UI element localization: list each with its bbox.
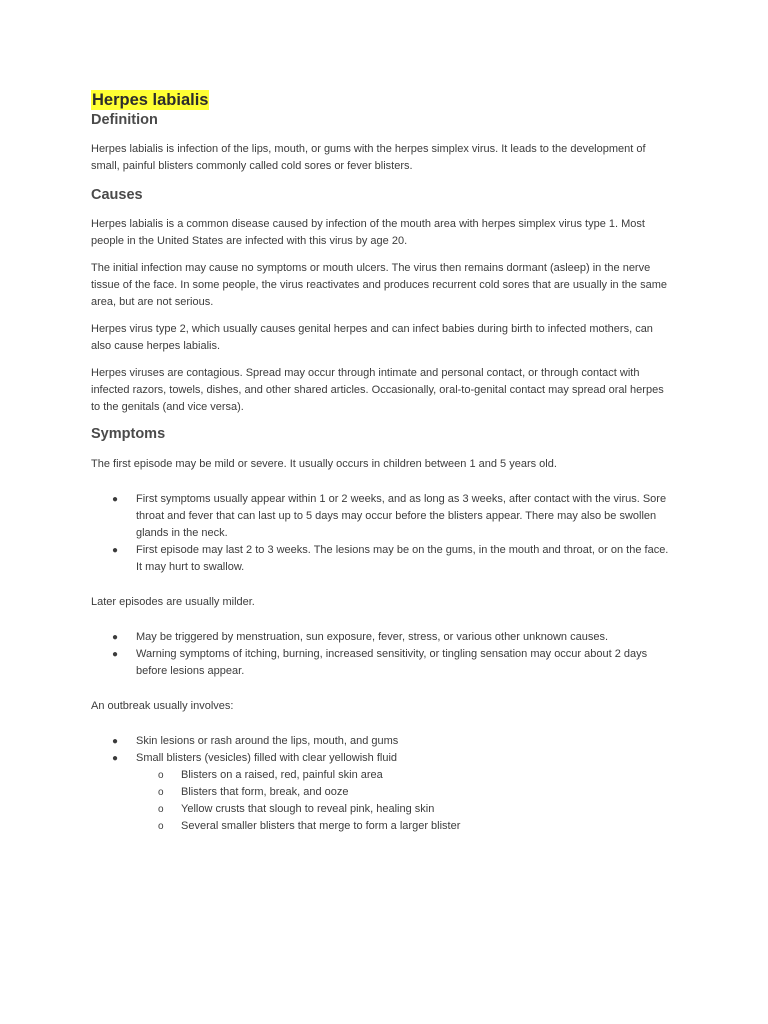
heading-causes: Causes xyxy=(91,187,143,203)
causes-paragraph-3: Herpes virus type 2, which usually causes genital herpes and can infect babies during birth to infected mothers, can also cause herpes labialis. xyxy=(91,323,653,352)
sub-list-item xyxy=(136,801,672,818)
outbreak-text: An outbreak usually involves: xyxy=(91,700,234,712)
list-item-text: First episode may last 2 to 3 weeks. The lesions may be on the gums, in the mouth and throat, or on the face. It may hurt to swallow. xyxy=(136,544,669,573)
list-item xyxy=(91,491,672,542)
bullet-icon: ● xyxy=(112,753,119,764)
bullet-icon: ● xyxy=(112,736,119,747)
sub-list-item-text: Blisters on a raised, red, painful skin area xyxy=(181,769,383,781)
list-item xyxy=(91,542,672,576)
sub-bullet-icon: o xyxy=(158,821,164,832)
bullet-icon: ● xyxy=(112,545,119,556)
list-item xyxy=(91,750,672,835)
heading-symptoms: Symptoms xyxy=(91,426,166,442)
list-item xyxy=(91,629,672,646)
causes-paragraph-4: Herpes viruses are contagious. Spread may occur through intimate and personal contact, or through contact with infected razors, towels, dishes, and other shared articles. Occasionally, oral-to-genital contact may spread oral herpes to the genitals (and vice versa). xyxy=(91,367,664,413)
sub-list-item xyxy=(136,784,672,801)
list-item-text: Small blisters (vesicles) filled with clear yellowish fluid xyxy=(136,752,398,764)
sub-list-item-text: Several smaller blisters that merge to form a larger blister xyxy=(181,820,461,832)
sub-bullet-icon: o xyxy=(158,770,164,781)
list-item xyxy=(91,646,672,680)
outbreak-sub-list xyxy=(136,767,672,835)
definition-paragraph: Herpes labialis is infection of the lips, mouth, or gums with the herpes simplex virus. It leads to the development of small, painful blisters commonly called cold sores or fever blisters. xyxy=(91,143,646,172)
sub-list-item xyxy=(136,818,672,835)
heading-definition: Definition xyxy=(91,112,158,128)
list-item-text: Warning symptoms of itching, burning, increased sensitivity, or tingling sensation may occur about 2 days before lesions appear. xyxy=(136,648,648,677)
later-episodes-list xyxy=(91,629,672,680)
causes-paragraph-2: The initial infection may cause no symptoms or mouth ulcers. The virus then remains dormant (asleep) in the nerve tissue of the face. In some people, the virus reactivates and produces recurrent cold sores that are usually in the same area, but are not serious. xyxy=(91,262,667,308)
title-row xyxy=(91,90,672,110)
sub-list-item-text: Yellow crusts that slough to reveal pink, healing skin xyxy=(181,803,435,815)
causes-paragraph-1: Herpes labialis is a common disease caused by infection of the mouth area with herpes simplex virus type 1. Most people in the United States are infected with this virus by age 20. xyxy=(91,218,645,247)
list-item-text: First symptoms usually appear within 1 or 2 weeks, and as long as 3 weeks, after contact with the virus. Sore throat and fever that can last up to 5 days may occur before the blisters appear. There may also be swollen glands in the neck. xyxy=(136,493,667,539)
outbreak-list xyxy=(91,733,672,835)
first-episode-list xyxy=(91,491,672,576)
list-item-text: May be triggered by menstruation, sun exposure, fever, stress, or various other unknown causes. xyxy=(136,631,609,643)
sub-list-item xyxy=(136,767,672,784)
bullet-icon: ● xyxy=(112,494,119,505)
bullet-icon: ● xyxy=(112,632,119,643)
later-episodes-text: Later episodes are usually milder. xyxy=(91,596,255,608)
sub-bullet-icon: o xyxy=(158,787,164,798)
document-title: Herpes labialis xyxy=(92,91,209,109)
sub-bullet-icon: o xyxy=(158,804,164,815)
list-item xyxy=(91,733,672,750)
list-item-text: Skin lesions or rash around the lips, mouth, and gums xyxy=(136,735,399,747)
sub-list-item-text: Blisters that form, break, and ooze xyxy=(181,786,349,798)
bullet-icon: ● xyxy=(112,649,119,660)
symptoms-intro: The first episode may be mild or severe. It usually occurs in children between 1 and 5 years old. xyxy=(91,458,557,470)
